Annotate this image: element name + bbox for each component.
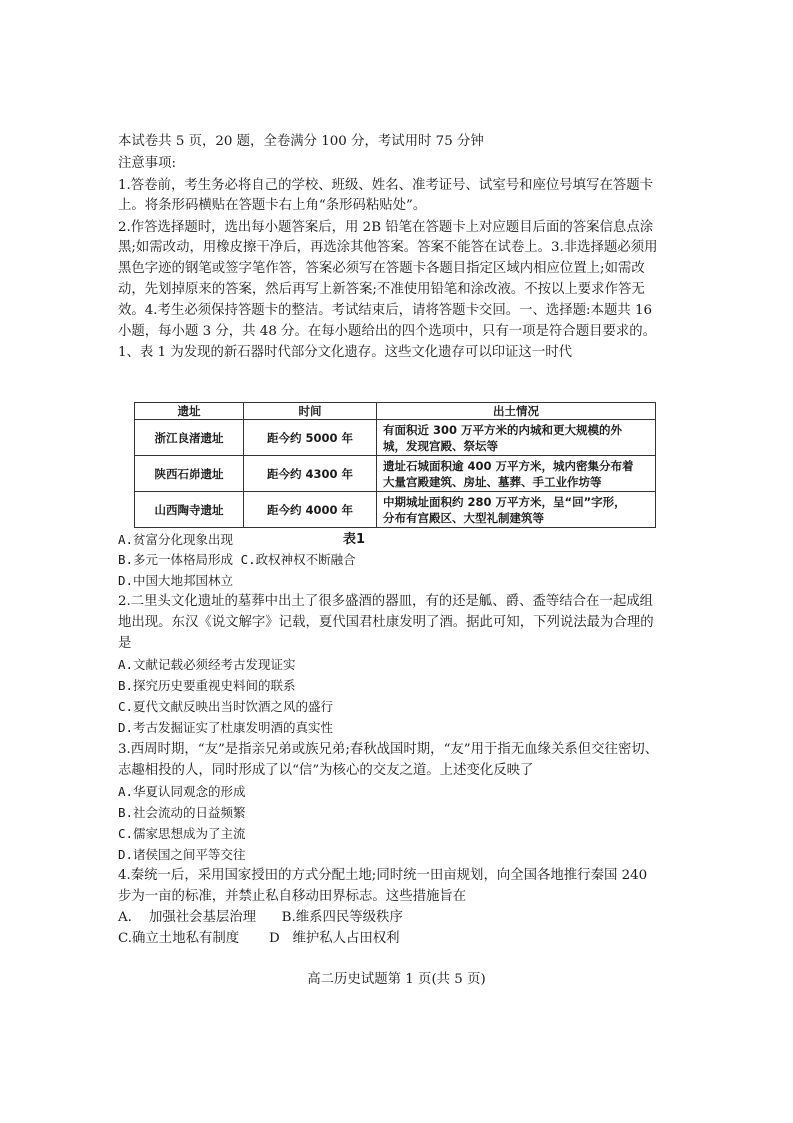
question-3-stem: 3.西周时期，“友”是指亲兄弟或族兄弟;春秋战国时期，“友”用于指无血缘关系但交往密切、	[118, 742, 659, 757]
notice-line: 1.答卷前，考生务必将自己的学校、班级、姓名、准考证号、试室号和座位号填写在答题卡	[118, 178, 654, 193]
option-line: A.华夏认同观念的形成	[118, 784, 246, 799]
finds-line: 遗址石城面积逾 400 万平方米，城内密集分布着	[383, 458, 634, 473]
option-line: A.文献记载必须经考古发现证实	[118, 657, 296, 672]
notice-line: 2.作答选择题时，选出每小题答案后，用 2B 铅笔在答题卡上对应题目后面的答案信息点涂	[118, 220, 654, 235]
table-row	[135, 492, 656, 528]
exam-info: 本试卷共 5 页，20 题，全卷满分 100 分，考试用时 75 分钟	[118, 134, 484, 149]
option-line: D.中国大地邦国林立	[118, 573, 234, 588]
notice-title: 注意事项:	[118, 156, 177, 171]
question-3-stem: 志趣相投的人，同时形成了以“信”为核心的交友之道。上述变化反映了	[118, 763, 534, 778]
table-cell-site: 浙江良渚遗址	[135, 420, 244, 456]
table-cell-site: 山西陶寺遗址	[135, 492, 244, 528]
option-line: A.贫富分化现象出现	[118, 532, 234, 547]
option-line: B.探究历史要重视史料间的联系	[118, 678, 296, 693]
notice-line: 上。将条形码横贴在答题卡右上角“条形码粘贴处”。	[118, 198, 427, 213]
option-line: C.儒家思想成为了主流	[118, 826, 246, 841]
finds-line: 大量宫殿建筑、房址、墓葬、手工业作坊等	[383, 474, 602, 489]
table-cell-finds	[377, 420, 656, 456]
table-header: 出土情况	[377, 403, 656, 420]
table-cell-site: 陕西石峁遗址	[135, 456, 244, 492]
notice-line: 黑;如需改动，用橡皮擦干净后，再选涂其他答案。答案不能答在试卷上。3.非选择题必须用	[118, 240, 658, 255]
notice-line: 效。4.考生必须保持答题卡的整洁。考试结束后，请将答题卡交回。一、选择题:本题共 16	[118, 303, 653, 318]
finds-line: 城，发现宫殿、祭坛等	[383, 438, 498, 453]
page-footer: 高二历史试题第 1 页(共 5 页)	[307, 972, 486, 987]
notice-line: 小题，每小题 3 分，共 48 分。在每小题给出的四个选项中，只有一项是符合题目要求的。	[118, 324, 657, 339]
table-header: 遗址	[135, 403, 244, 420]
notice-line: 动，先划掉原来的答案，然后再写上新答案;不准使用铅笔和涂改液。不按以上要求作答无	[118, 282, 645, 297]
finds-line: 分布有宫殿区、大型礼制建筑等	[383, 510, 544, 525]
table-header-row	[135, 403, 656, 420]
option-line: C.夏代文献反映出当时饮酒之风的盛行	[118, 699, 334, 714]
option-line: B.社会流动的日益频繁	[118, 805, 246, 820]
question-4-stem: 4.秦统一后，采用国家授田的方式分配土地;同时统一田亩规划，向全国各地推行秦国 240	[118, 868, 648, 883]
option-line: C.确立土地私有制度 D 维护私人占田权利	[118, 931, 400, 946]
option-line: A. 加强社会基层治理 B.维系四民等级秩序	[118, 910, 403, 925]
option-line: B.多元一体格局形成 C.政权神权不断融合	[118, 552, 356, 567]
table-cell-time: 距今约 4300 年	[244, 456, 377, 492]
question-2-stem: 是	[118, 636, 132, 651]
question-2-stem: 地出现。东汉《说文解字》记载，夏代国君杜康发明了酒。据此可知，下列说法最为合理的	[118, 615, 654, 630]
finds-line: 有面积近 300 万平方米的内城和更大规模的外	[383, 422, 623, 437]
table-caption: 表1	[343, 532, 366, 547]
table-row	[135, 456, 656, 492]
table-cell-time: 距今约 5000 年	[244, 420, 377, 456]
option-line: D.考古发掘证实了杜康发明酒的真实性	[118, 720, 334, 735]
question-4-stem: 步为一亩的标准，并禁止私自移动田界标志。这些措施旨在	[118, 889, 467, 904]
table-cell-finds	[377, 492, 656, 528]
table-cell-time: 距今约 4000 年	[244, 492, 377, 528]
finds-line: 中期城址面积约 280 万平方米，呈“回”字形，	[383, 494, 626, 509]
relics-table	[134, 402, 656, 528]
table-header: 时间	[244, 403, 377, 420]
question-1-stem: 1、表 1 为发现的新石器时代部分文化遗存。这些文化遗存可以印证这一时代	[118, 345, 573, 360]
question-2-stem: 2.二里头文化遗址的墓葬中出土了很多盛酒的器皿，有的还是觚、爵、盉等结合在一起成组	[118, 594, 654, 609]
option-line: D.诸侯国之间平等交往	[118, 847, 246, 862]
table-row	[135, 420, 656, 456]
notice-line: 黑色字迹的钢笔或签字笔作答，答案必须写在答题卡各题目指定区域内相应位置上;如需改	[118, 261, 645, 276]
table-cell-finds	[377, 456, 656, 492]
